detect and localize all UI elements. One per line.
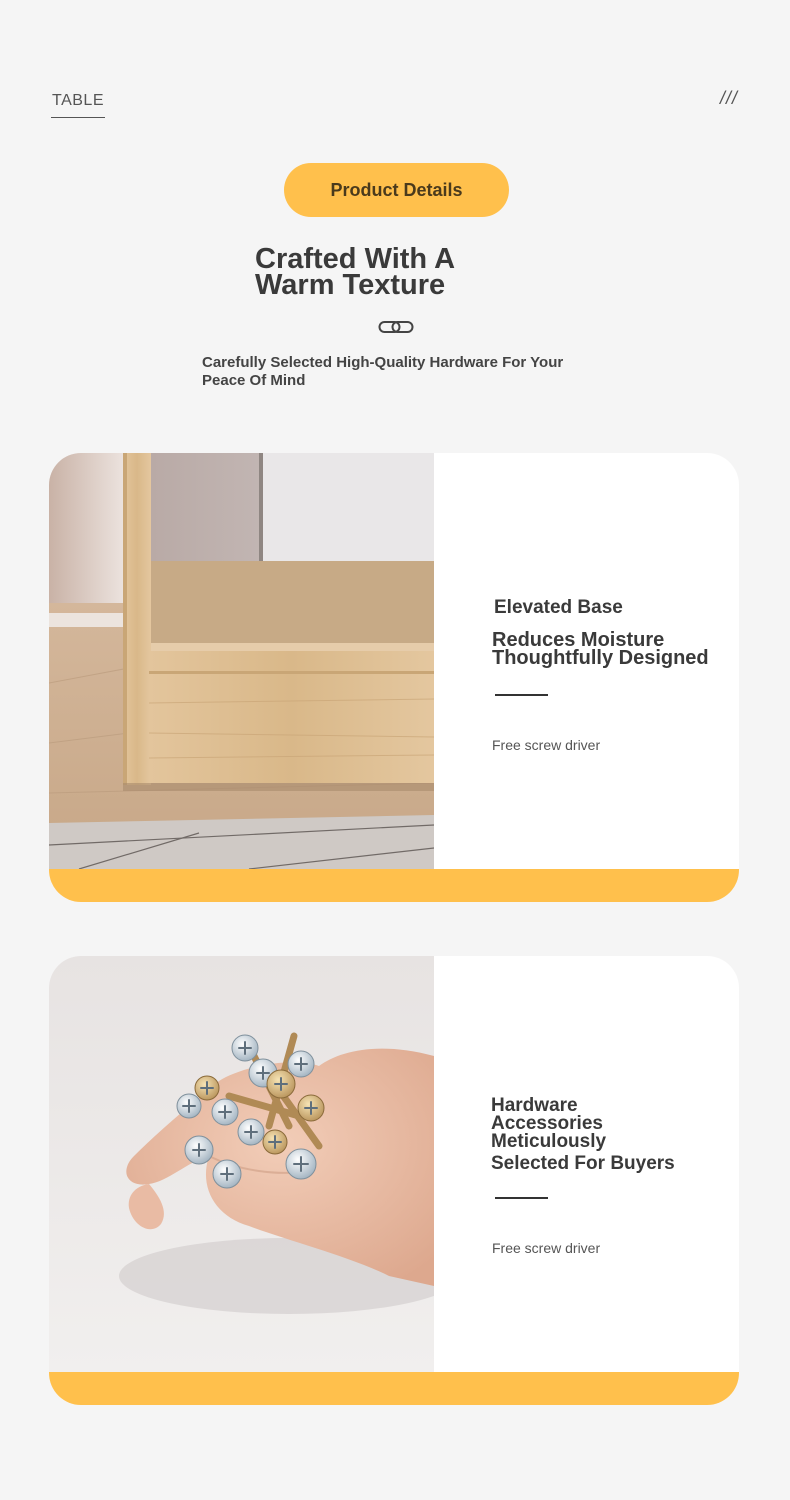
- card-2-title-line-1: Hardware: [491, 1095, 578, 1116]
- card-1-subtitle: [492, 631, 709, 667]
- menu-slashes-icon[interactable]: ///: [719, 88, 738, 108]
- card-2-text-area: [434, 956, 739, 1372]
- card-1-note: Free screw driver: [492, 737, 601, 753]
- hand-with-screws-photo: [49, 956, 434, 1372]
- headline-line-1: Crafted With A: [255, 243, 456, 275]
- card-1-title: Elevated Base: [494, 597, 623, 618]
- product-details-pill: [284, 163, 509, 217]
- feature-card-elevated-base: [49, 453, 739, 902]
- link-icon: [378, 319, 414, 335]
- card-2-title: [491, 1097, 675, 1173]
- card-1-subtitle-line-1: Reduces Moisture: [492, 629, 665, 651]
- nav-label-table[interactable]: TABLE: [52, 92, 104, 109]
- card-2-note: Free screw driver: [492, 1240, 601, 1256]
- nav-underline: [51, 117, 105, 118]
- card-2-title-line-3: Meticulously: [491, 1131, 607, 1152]
- headline-line-2: Warm Texture: [255, 269, 446, 301]
- card-2-accent-strip: [49, 1372, 739, 1405]
- cabinet-base-photo: [49, 453, 434, 869]
- tagline: [202, 354, 602, 390]
- feature-card-hardware: [49, 956, 739, 1405]
- page-headline: [255, 243, 456, 301]
- card-1-text-area: [434, 453, 739, 869]
- card-2-dash-divider: [495, 1197, 548, 1199]
- product-details-label: Product Details: [330, 179, 463, 200]
- tagline-line-1: Carefully Selected High-Quality Hardware For Your: [202, 354, 564, 371]
- tagline-line-2: Peace Of Mind: [202, 372, 306, 389]
- card-2-title-line-4: Selected For Buyers: [491, 1153, 675, 1174]
- card-1-subtitle-line-2: Thoughtfully Designed: [492, 647, 709, 669]
- card-2-title-line-2: Accessories: [491, 1113, 603, 1134]
- card-1-dash-divider: [495, 694, 548, 696]
- card-1-accent-strip: [49, 869, 739, 902]
